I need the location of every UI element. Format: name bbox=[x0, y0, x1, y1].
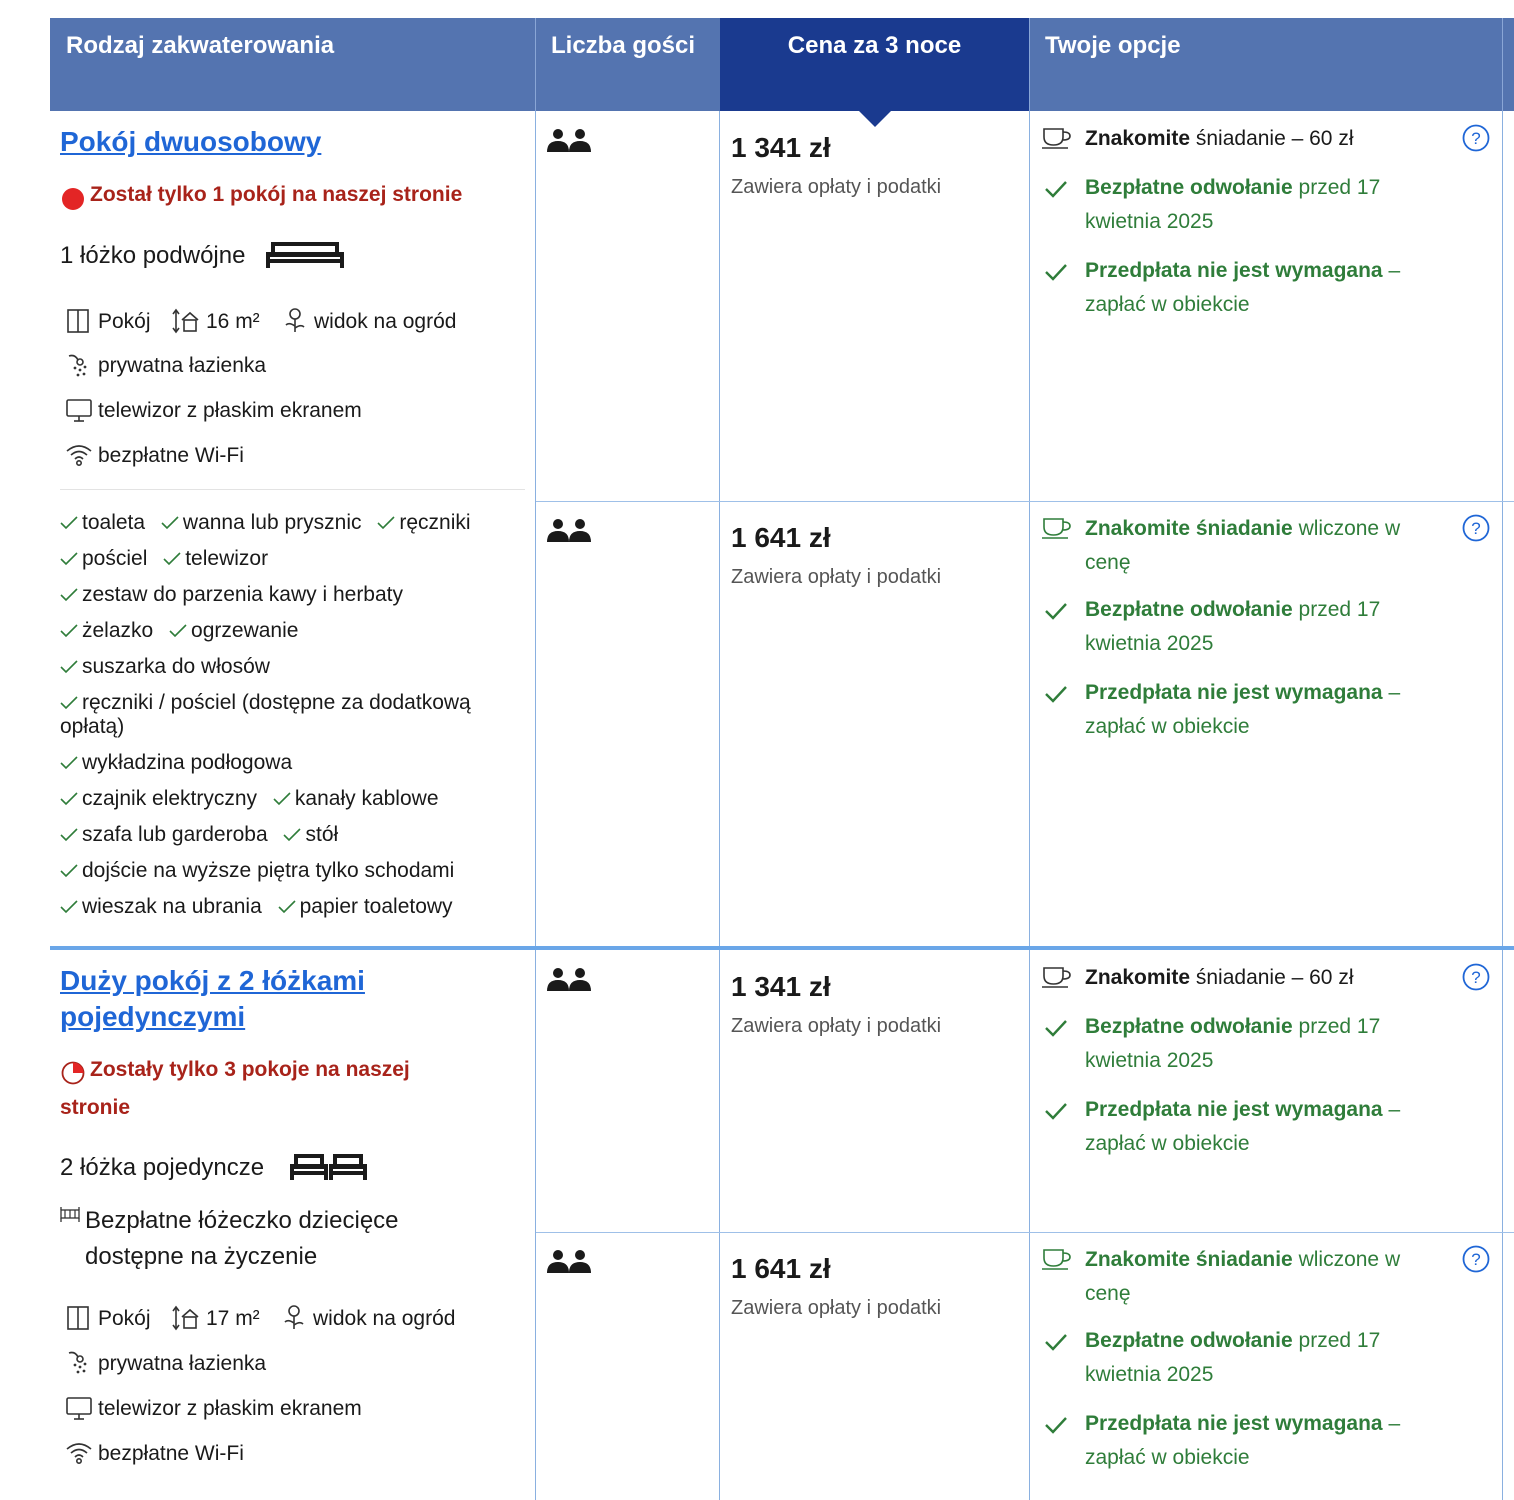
check-icon bbox=[161, 516, 183, 530]
header-options: Twoje opcje bbox=[1045, 32, 1181, 59]
rate-divider bbox=[536, 501, 1514, 502]
room-door-icon bbox=[66, 1305, 90, 1331]
check-icon bbox=[60, 900, 82, 914]
feature-tv: telewizor z płaskim ekranem bbox=[98, 399, 362, 422]
check-icon bbox=[60, 552, 82, 566]
amenity-row: suszarka do włosów bbox=[60, 655, 530, 691]
help-icon[interactable] bbox=[1462, 124, 1490, 152]
two-guests-icon bbox=[547, 1249, 591, 1273]
check-icon bbox=[60, 828, 82, 842]
price: 1 641 zł bbox=[731, 522, 831, 553]
price: 1 341 zł bbox=[731, 132, 831, 163]
check-icon bbox=[1045, 1416, 1067, 1434]
prepayment-option: Przedpłata nie jest wymagana – zapłać w obiekcie bbox=[1085, 259, 1401, 316]
cancellation-option: Bezpłatne odwołanie przed 17 kwietnia 2025 bbox=[1085, 598, 1381, 655]
taxes-note: Zawiera opłaty i podatki bbox=[731, 176, 942, 198]
check-icon bbox=[283, 828, 305, 842]
svg-text:?: ? bbox=[1471, 519, 1481, 538]
feature-bathroom: prywatna łazienka bbox=[98, 1352, 267, 1375]
help-icon[interactable] bbox=[1462, 514, 1490, 542]
amenity-row: wykładzina podłogowa bbox=[60, 751, 530, 787]
amenity-row: wieszak na ubrania papier toaletowy bbox=[60, 895, 530, 931]
amenity-row: zestaw do parzenia kawy i herbaty bbox=[60, 583, 530, 619]
check-icon bbox=[1045, 1102, 1067, 1120]
divider bbox=[1502, 111, 1503, 1500]
room-size-icon bbox=[172, 1305, 200, 1331]
price: 1 341 zł bbox=[731, 971, 831, 1002]
coffee-cup-icon bbox=[1042, 127, 1072, 149]
bathroom-shower-icon bbox=[66, 352, 92, 378]
single-bed-icon bbox=[290, 1154, 328, 1180]
coffee-cup-icon bbox=[1042, 1248, 1072, 1270]
amenity-row: toaleta wanna lub prysznic ręczniki bbox=[60, 511, 530, 547]
check-icon bbox=[1045, 180, 1067, 198]
room-size-icon bbox=[172, 308, 200, 334]
check-icon bbox=[60, 864, 82, 878]
check-icon bbox=[377, 516, 399, 530]
feature-room-type: Pokój bbox=[98, 310, 151, 333]
check-icon bbox=[169, 624, 191, 638]
room-door-icon bbox=[66, 308, 90, 334]
feature-wifi: bezpłatne Wi-Fi bbox=[98, 1442, 244, 1465]
check-icon bbox=[278, 900, 300, 914]
divider bbox=[1029, 111, 1030, 1500]
tv-icon bbox=[66, 1397, 92, 1421]
bathroom-shower-icon bbox=[66, 1349, 92, 1375]
breakfast-option: Znakomite śniadanie – 60 zł bbox=[1085, 127, 1354, 150]
red-dot-icon bbox=[61, 187, 85, 211]
amenity-row: dojście na wyższe piętra tylko schodami bbox=[60, 859, 530, 895]
check-icon bbox=[60, 792, 82, 806]
check-icon bbox=[1045, 602, 1067, 620]
feature-room-size: 16 m² bbox=[206, 310, 260, 333]
room-divider bbox=[50, 946, 1514, 950]
check-icon bbox=[1045, 263, 1067, 281]
breakfast-option: Znakomite śniadanie wliczone w cenę bbox=[1085, 1248, 1401, 1305]
two-guests-icon bbox=[547, 518, 591, 542]
wifi-icon bbox=[66, 444, 92, 466]
svg-text:?: ? bbox=[1471, 129, 1481, 148]
two-guests-icon bbox=[547, 967, 591, 991]
rate-divider bbox=[536, 1232, 1514, 1233]
coffee-cup-icon bbox=[1042, 517, 1072, 539]
divider bbox=[535, 111, 536, 1500]
taxes-note: Zawiera opłaty i podatki bbox=[731, 1297, 942, 1319]
breakfast-option: Znakomite śniadanie – 60 zł bbox=[1085, 966, 1354, 989]
amenity-row: szafa lub garderoba stół bbox=[60, 823, 530, 859]
breakfast-option: Znakomite śniadanie wliczone w cenę bbox=[1085, 517, 1401, 574]
check-icon bbox=[273, 792, 295, 806]
separator bbox=[60, 489, 525, 490]
two-guests-icon bbox=[547, 128, 591, 152]
feature-tv: telewizor z płaskim ekranem bbox=[98, 1397, 362, 1420]
taxes-note: Zawiera opłaty i podatki bbox=[731, 566, 942, 588]
urgency-message: Został tylko 1 pokój na naszej stronie bbox=[90, 183, 463, 206]
feature-bathroom: prywatna łazienka bbox=[98, 354, 267, 377]
svg-text:?: ? bbox=[1471, 968, 1481, 987]
feature-room-type: Pokój bbox=[98, 1307, 151, 1330]
svg-text:?: ? bbox=[1471, 1250, 1481, 1269]
feature-room-size: 17 m² bbox=[206, 1307, 260, 1330]
check-icon bbox=[1045, 685, 1067, 703]
prepayment-option: Przedpłata nie jest wymagana – zapłać w obiekcie bbox=[1085, 1412, 1401, 1469]
check-icon bbox=[60, 660, 82, 674]
feature-wifi: bezpłatne Wi-Fi bbox=[98, 444, 244, 467]
single-bed-icon bbox=[329, 1154, 367, 1180]
bed-info: 2 łóżka pojedyncze bbox=[60, 1154, 265, 1181]
check-icon bbox=[60, 588, 82, 602]
help-icon[interactable] bbox=[1462, 1245, 1490, 1273]
header-price-sorted[interactable]: Cena za 3 noce bbox=[720, 18, 1029, 111]
garden-view-icon bbox=[284, 306, 306, 334]
price: 1 641 zł bbox=[731, 1253, 831, 1284]
urgency-message: Zostały tylko 3 pokoje na naszej stronie bbox=[60, 1058, 410, 1119]
divider bbox=[719, 111, 720, 1500]
header-guests: Liczba gości bbox=[551, 32, 696, 59]
amenity-row: pościel telewizor bbox=[60, 547, 530, 583]
garden-view-icon bbox=[283, 1303, 305, 1331]
amenity-row: ręczniki / pościel (dostępne za dodatkową opłatą) bbox=[60, 691, 471, 738]
prepayment-option: Przedpłata nie jest wymagana – zapłać w obiekcie bbox=[1085, 681, 1401, 738]
amenities-list bbox=[60, 511, 530, 931]
taxes-note: Zawiera opłaty i podatki bbox=[731, 1015, 942, 1037]
double-bed-icon bbox=[266, 242, 344, 268]
check-icon bbox=[60, 696, 82, 710]
feature-view: widok na ogród bbox=[313, 1307, 456, 1330]
amenity-row: żelazko ogrzewanie bbox=[60, 619, 530, 655]
cancellation-option: Bezpłatne odwołanie przed 17 kwietnia 2025 bbox=[1085, 1329, 1381, 1386]
wifi-icon bbox=[66, 1442, 92, 1464]
crib-info: Bezpłatne łóżeczko dziecięce dostępne na życzenie bbox=[85, 1207, 399, 1270]
check-icon bbox=[60, 756, 82, 770]
room-title-link[interactable]: Pokój dwuosobowy bbox=[60, 126, 322, 157]
sort-indicator-icon bbox=[858, 110, 892, 128]
check-icon bbox=[1045, 1019, 1067, 1037]
coffee-cup-icon bbox=[1042, 966, 1072, 988]
amenity-row: czajnik elektryczny kanały kablowe bbox=[60, 787, 530, 823]
tv-icon bbox=[66, 399, 92, 423]
check-icon bbox=[1045, 1333, 1067, 1351]
crib-icon bbox=[60, 1206, 80, 1222]
header-room-type: Rodzaj zakwaterowania bbox=[66, 32, 335, 59]
check-icon bbox=[163, 552, 185, 566]
check-icon bbox=[60, 624, 82, 638]
bed-info: 1 łóżko podwójne bbox=[60, 242, 246, 269]
help-icon[interactable] bbox=[1462, 963, 1490, 991]
feature-view: widok na ogród bbox=[314, 310, 457, 333]
cancellation-option: Bezpłatne odwołanie przed 17 kwietnia 2025 bbox=[1085, 1015, 1381, 1072]
prepayment-option: Przedpłata nie jest wymagana – zapłać w obiekcie bbox=[1085, 1098, 1401, 1155]
cancellation-option: Bezpłatne odwołanie przed 17 kwietnia 2025 bbox=[1085, 176, 1381, 233]
room-title-link[interactable]: Duży pokój z 2 łóżkami pojedynczymi bbox=[60, 965, 365, 1032]
check-icon bbox=[60, 516, 82, 530]
